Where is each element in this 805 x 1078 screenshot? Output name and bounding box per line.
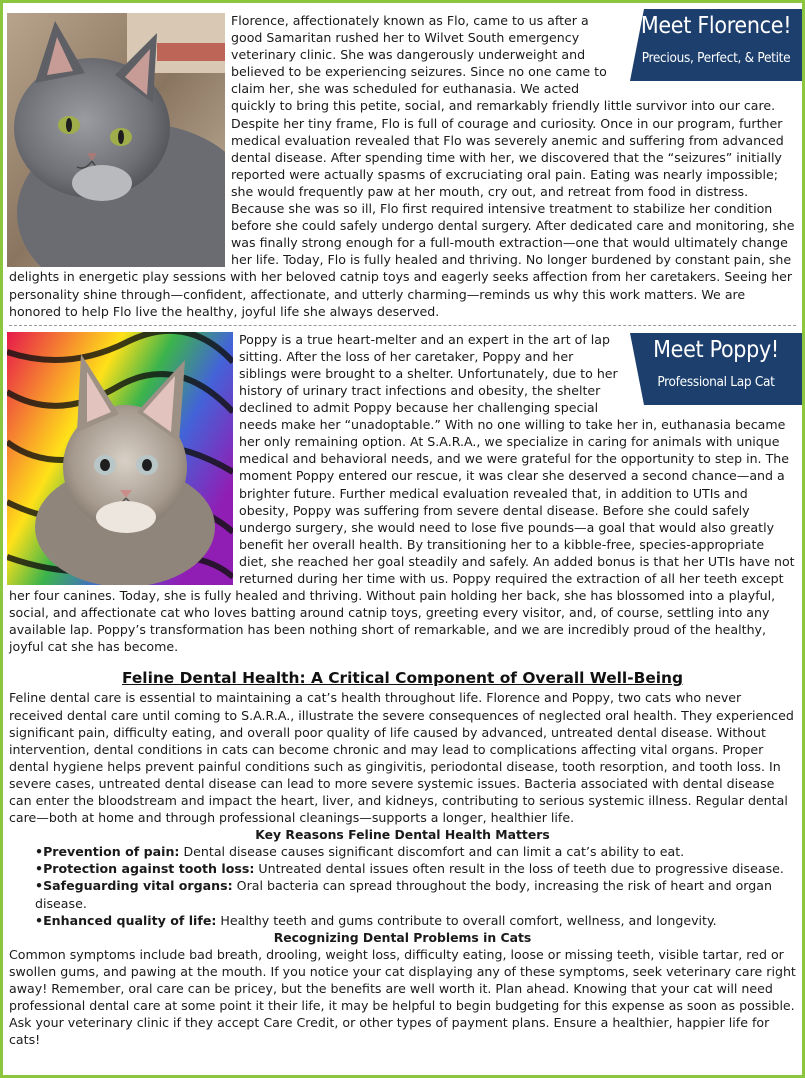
bullet: •	[35, 844, 44, 860]
poppy-banner	[630, 333, 802, 405]
florence-banner-subtitle: Precious, Perfect, & Petite	[641, 50, 791, 66]
section-heading: Feline Dental Health: A Critical Component of Overall Well-Being	[121, 669, 684, 688]
list-item	[35, 843, 796, 860]
story-divider	[9, 325, 796, 326]
florence-story-text: Florence, affectionately known as Flo, came to us after a good Samaritan rushed her to Wilvet South emergency veterinary clinic. She was dangerously underweight and believed to be experiencing seizures. Since no one came to claim her, she was scheduled for euthanasia. We acted quickly to bring this petite, social, and remarkably friendly little survivor into our care. Despite her tiny frame, Flo is full of courage and curiosity. Once in our program, further medical evaluation revealed that Flo was severely anemic and suffering from advanced dental disease. After spending time with her, we discovered that the “seizures” initially reported were actually spasms of excruciating oral pain. Eating was nearly impossible; she would frequently paw at her mouth, cry out, and retreat from food in distress. Because she was so ill, Flo first required intensive treatment to stabilize her condition before she could safely undergo dental surgery. After dedicated care and monitoring, she was finally strong enough for a full-mouth extraction—one that would ultimately change her life. Today, Flo is fully healed and thriving. No longer burdened by constant pain, she delights in energetic play sessions with her beloved catnip toys and eagerly seeks affection from her caretakers. Seeing her personality shine through—confident, affectionate, and utterly charming—reminds us why this work matters. We are honored to help Flo live the healthy, joyful life she always deserved.	[9, 13, 795, 319]
reason-label: Enhanced quality of life:	[43, 912, 217, 928]
reason-text: Untreated dental issues often result in the loss of teeth due to progressive disease.	[254, 861, 784, 877]
poppy-story-text: Poppy is a true heart-melter and an expert in the art of lap sitting. After the loss of her caretaker, Poppy and her siblings were brought to a shelter. Unfortunately, due to her history of urinary tract infections and obesity, the shelter declined to admit Poppy because her challenging special needs make her “unadoptable.” With no one willing to take her in, euthanasia became her only remaining option. At S.A.R.A., we specialize in caring for animals with unique medical and behavioral needs, and we were grateful for the opportunity to step in. The moment Poppy entered our rescue, it was clear she deserved a second chance—and a brighter future. Further medical evaluation revealed that, in addition to UTIs and obesity, Poppy was suffering from severe dental disease. Before she could safely undergo surgery, she would need to lose five pounds—a goal that would also greatly benefit her overall health. By transitioning her to a kibble-free, species-appropriate diet, she reached her goal steadily and safely. An added bonus is that her UTIs have not returned during her time with us. Poppy required the extraction of all her teeth except her four canines. Today, she is fully healed and thriving. Without pain holding her back, she has blossomed into a playful, social, and affectionate cat who loves batting around catnip toys, greeting every visitor, and, of course, settling into any available lap. Poppy’s transformation has been nothing short of remarkable, and we are incredibly proud of the healthy, joyful cat she has become.	[9, 331, 795, 655]
poppy-photo	[7, 332, 233, 585]
reason-label: Safeguarding vital organs:	[43, 878, 233, 894]
reason-text: Dental disease causes significant discomfort and can limit a cat’s ability to eat.	[179, 844, 685, 860]
florence-banner	[630, 9, 802, 81]
reasons-list	[9, 843, 796, 928]
bullet: •	[35, 912, 44, 928]
bullet: •	[35, 861, 44, 877]
florence-story	[3, 3, 802, 320]
list-item	[35, 860, 796, 877]
reason-label: Prevention of pain:	[43, 844, 180, 860]
symptoms-text: Common symptoms include bad breath, drooling, weight loss, difficulty eating, loose or missing teeth, visible tartar, red or swollen gums, and pawing at the mouth. If you notice your cat displaying any of these symptoms, seek veterinary care right away! Remember, oral care can be pricey, but the benefits are well worth it. Plan ahead. Knowing that your cat will need professional dental care at some point it their life, it may be helpful to begin budgeting for this expense as soon as possible. Ask your veterinary clinic if they accept Care Credit, or other types of payment plans. Ensure a healthier, happier life for cats!	[9, 946, 796, 1048]
reasons-heading: Key Reasons Feline Dental Health Matters	[255, 827, 550, 843]
list-item	[35, 877, 796, 911]
list-item	[35, 912, 796, 929]
poppy-story	[3, 329, 802, 656]
poppy-banner-subtitle: Professional Lap Cat	[657, 373, 775, 390]
poppy-banner-title: Meet Poppy!	[653, 336, 779, 363]
section-intro: Feline dental care is essential to maintaining a cat’s health throughout life. Florence and Poppy, two cats who never received dental care until coming to S.A.R.A., illustrate the severe consequences of neglected oral health. They experienced significant pain, difficulty eating, and overall poor quality of life caused by advanced, untreated dental disease. Without intervention, dental conditions in cats can become chronic and may lead to complications affecting vital organs. Proper dental hygiene helps prevent painful conditions such as gingivitis, periodontal disease, tooth resorption, and tooth loss. In severe cases, untreated dental disease can lead to more severe systemic issues. Bacteria associated with dental disease can enter the bloodstream and impact the heart, liver, and kidneys, contributing to serious systemic illness. Regular dental care—both at home and through professional cleanings—supports a longer, healthier life.	[9, 690, 794, 826]
florence-photo	[7, 13, 225, 267]
florence-banner-title: Meet Florence!	[640, 13, 792, 39]
reason-label: Protection against tooth loss:	[43, 861, 255, 877]
bullet: •	[35, 878, 44, 894]
dental-health-section	[3, 669, 802, 1048]
symptoms-heading: Recognizing Dental Problems in Cats	[273, 929, 532, 945]
reason-text: Oral bacteria can spread throughout the body, increasing the risk of heart and organ disease.	[35, 878, 772, 911]
reason-text: Healthy teeth and gums contribute to overall comfort, wellness, and longevity.	[216, 912, 717, 928]
